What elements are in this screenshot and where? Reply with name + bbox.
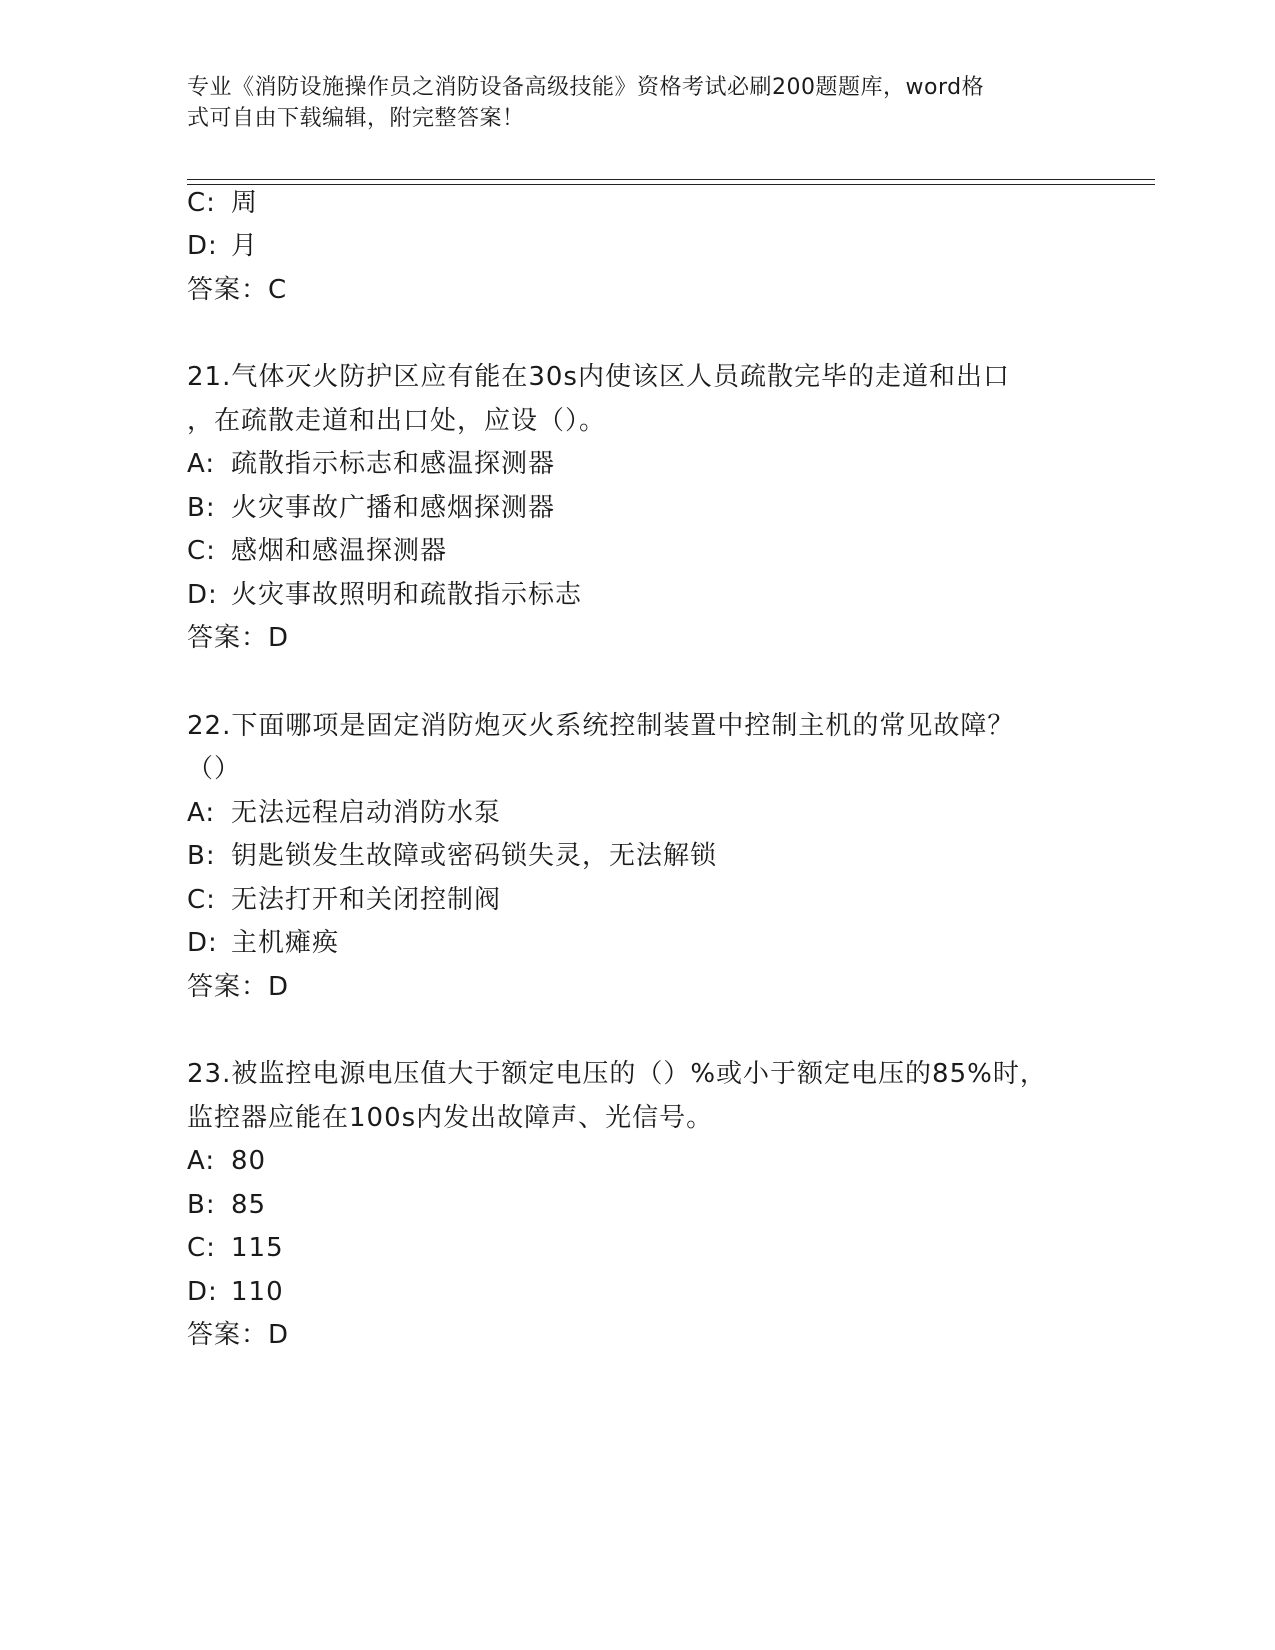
document-header xyxy=(187,72,1087,134)
option-label: A: xyxy=(187,798,216,828)
option-label: C: xyxy=(187,188,216,218)
question-21-option-d xyxy=(187,578,582,612)
option-label: D: xyxy=(187,580,218,610)
option-label: D: xyxy=(187,1277,218,1307)
question-22-stem-line-1: 22.下面哪项是固定消防炮灭火系统控制装置中控制主机的常见故障？ xyxy=(187,711,1015,741)
question-22-option-c xyxy=(187,883,501,917)
option-label: D: xyxy=(187,928,218,958)
option-text: 火灾事故照明和疏散指示标志 xyxy=(231,580,583,610)
answer-line: 答案：C xyxy=(187,275,288,305)
option-label: B: xyxy=(187,493,216,523)
option-label: C: xyxy=(187,1233,216,1263)
option-text: 火灾事故广播和感烟探测器 xyxy=(231,493,556,523)
question-22-answer: 答案：D xyxy=(187,972,290,1002)
question-22-option-b xyxy=(187,839,717,873)
question-21-stem-line-1: 21.气体灭火防护区应有能在30s内使该区人员疏散完毕的走道和出口 xyxy=(187,362,1010,392)
question-22-stem-line-2: （） xyxy=(187,754,242,784)
option-text: 110 xyxy=(231,1277,284,1307)
option-label: A: xyxy=(187,449,216,479)
option-c xyxy=(187,186,258,220)
option-label: D: xyxy=(187,231,218,261)
option-label: C: xyxy=(187,536,216,566)
question-21-option-a xyxy=(187,447,555,481)
option-d xyxy=(187,229,258,263)
question-21-option-c xyxy=(187,534,447,568)
option-text: 疏散指示标志和感温探测器 xyxy=(231,449,556,479)
question-23-option-c xyxy=(187,1231,284,1265)
question-21-option-b xyxy=(187,491,555,525)
option-label: A: xyxy=(187,1146,216,1176)
question-23-option-d xyxy=(187,1275,284,1309)
option-text: 感烟和感温探测器 xyxy=(231,536,448,566)
option-label: C: xyxy=(187,885,216,915)
header-divider-bottom xyxy=(187,184,1155,185)
question-21-stem-line-2: ，在疏散走道和出口处，应设（）。 xyxy=(187,406,607,436)
question-21-answer: 答案：D xyxy=(187,623,290,653)
question-23-stem-line-2: 监控器应能在100s内发出故障声、光信号。 xyxy=(187,1103,714,1133)
option-text: 无法远程启动消防水泵 xyxy=(231,798,502,828)
header-line-1: 专业《消防设施操作员之消防设备高级技能》资格考试必刷200题题库，word格 xyxy=(187,75,985,100)
question-23-stem-line-1: 23.被监控电源电压值大于额定电压的（）%或小于额定电压的85%时， xyxy=(187,1059,1047,1089)
option-text: 月 xyxy=(231,231,259,261)
option-label: B: xyxy=(187,841,216,871)
option-text: 无法打开和关闭控制阀 xyxy=(231,885,502,915)
option-text: 主机瘫痪 xyxy=(231,928,340,958)
question-23-option-a xyxy=(187,1144,266,1178)
option-text: 80 xyxy=(231,1146,267,1176)
header-divider-top xyxy=(187,179,1155,180)
question-23-option-b xyxy=(187,1188,266,1222)
option-text: 钥匙锁发生故障或密码锁失灵，无法解锁 xyxy=(231,841,718,871)
question-22-option-a xyxy=(187,796,501,830)
question-22-option-d xyxy=(187,926,339,960)
option-text: 85 xyxy=(231,1190,267,1220)
option-text: 115 xyxy=(231,1233,284,1263)
question-23-answer: 答案：D xyxy=(187,1320,290,1350)
option-text: 周 xyxy=(231,188,259,218)
header-line-2: 式可自由下载编辑，附完整答案！ xyxy=(187,106,525,131)
option-label: B: xyxy=(187,1190,216,1220)
